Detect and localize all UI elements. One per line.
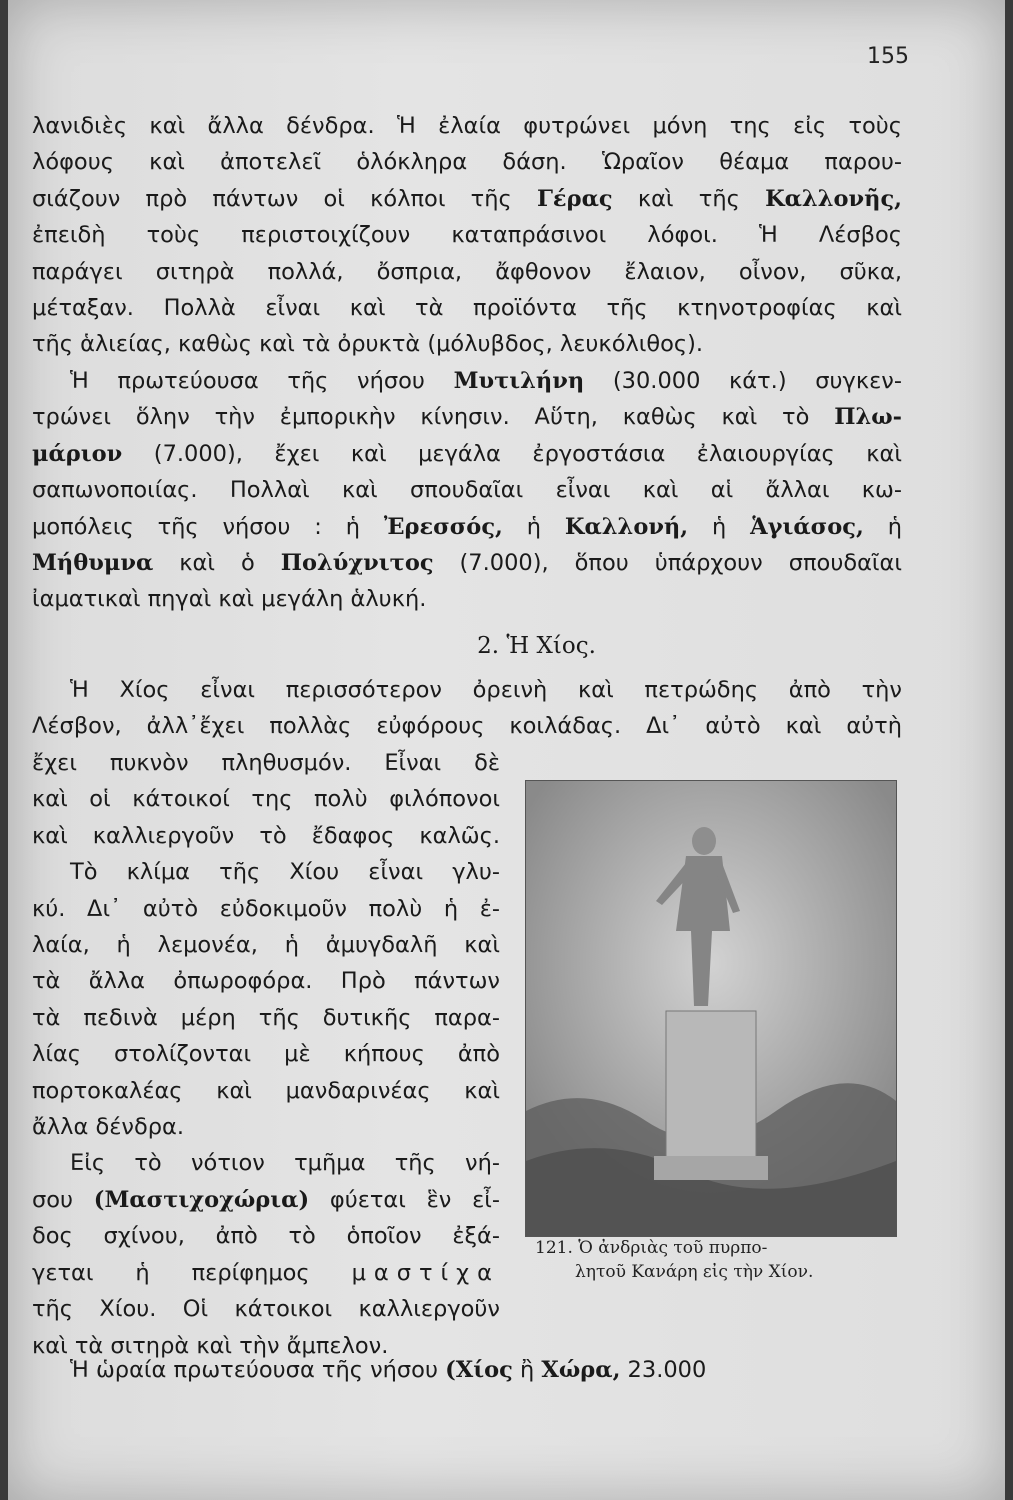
- statue-illustration: [526, 781, 896, 1236]
- text-span: καὶ τῆς: [612, 185, 766, 212]
- text-span: Ἡ ὡραία πρωτεύουσα τῆς νήσου: [70, 1357, 446, 1383]
- text-line: [32, 1352, 902, 1388]
- text-line: [32, 509, 902, 545]
- text-span: (7.000), ὅπου ὑπάρχουν σπουδαῖαι: [433, 550, 902, 577]
- heading-text: 2. Ἡ Χίος.: [477, 633, 596, 659]
- text-span: (7.000), ἔχει καὶ μεγάλα ἐργοστάσια ἐλαιουργίας καὶ: [122, 440, 902, 467]
- figure-caption: [535, 1236, 895, 1284]
- place-name-eressos: Ἐρεσσός,: [383, 513, 503, 540]
- caption-line: λητοῦ Κανάρη εἰς τὴν Χίον.: [575, 1262, 814, 1282]
- text-span: τρώνει ὅλην τὴν ἐμπορικὴν κίνησιν. Αὕτη, καθὼς καὶ τὸ: [32, 404, 835, 431]
- text-line: καὶ οἱ κάτοικοί της πολὺ φιλόπονοι: [32, 786, 500, 813]
- place-name-kalloni: Καλλονῆς,: [765, 185, 902, 212]
- text-line: σαπωνοποιίας. Πολλαὶ καὶ σπουδαῖαι εἶναι καὶ αἱ ἄλλαι κω-: [32, 477, 902, 504]
- lesbos-paragraph: [32, 108, 902, 363]
- text-line: [32, 545, 902, 581]
- text-span: καὶ ὁ: [153, 550, 281, 577]
- text-line: τὰ πεδινὰ μέρη τῆς δυτικῆς παρα-: [32, 1004, 500, 1031]
- caption-line: 121. Ὁ ἀνδριὰς τοῦ πυρπο-: [535, 1238, 768, 1258]
- text-line: λαία, ἡ λεμονέα, ἡ ἀμυγδαλῆ καὶ: [32, 932, 500, 959]
- text-line: τῆς Χίου. Οἱ κάτοικοι καλλιεργοῦν: [32, 1296, 500, 1323]
- chios-intro-paragraph: [32, 672, 902, 745]
- place-name-mastichochoria: (Μαστιχοχώρια): [93, 1186, 310, 1213]
- text-span: 23.000: [620, 1357, 707, 1383]
- place-name-plomarion: Πλω-: [834, 404, 902, 431]
- text-span: σου: [32, 1186, 94, 1213]
- text-line: [32, 1255, 500, 1291]
- spaced-word-mastiha: μαστίχα: [351, 1259, 500, 1286]
- text-line: τῆς ἁλιείας, καθὼς καὶ τὰ ὀρυκτὰ (μόλυβδος, λευκόλιθος).: [32, 331, 704, 358]
- text-line: λίας στολίζονται μὲ κήπους ἀπὸ: [32, 1041, 500, 1068]
- place-name-geras: Γέρας: [536, 185, 613, 212]
- text-line: [32, 363, 902, 399]
- place-name-chora: Χώρα,: [541, 1357, 621, 1383]
- text-line: λανιδιὲς καὶ ἄλλα δένδρα. Ἡ ἐλαία φυτρώνει μόνη της εἰς τοὺς: [32, 113, 902, 139]
- text-line: τὰ ἄλλα ὀπωροφόρα. Πρὸ πάντων: [32, 968, 500, 995]
- text-line: παράγει σιτηρὰ πολλά, ὄσπρια, ἄφθονον ἔλαιον, οἶνον, σῦκα,: [32, 258, 902, 285]
- text-span: μοπόλεις τῆς νήσου : ἡ: [32, 513, 384, 540]
- text-line: Εἰς τὸ νότιον τμῆμα τῆς νή-: [70, 1150, 500, 1177]
- page-number: 155: [867, 44, 909, 69]
- place-name-mithymna: Μήθυμνα: [32, 550, 154, 577]
- text-line: [32, 399, 902, 435]
- text-line: [32, 1182, 500, 1218]
- narrow-column-text: [32, 745, 500, 1364]
- place-name-polichnitos: Πολύχνιτος: [280, 550, 434, 577]
- text-span: ἡ: [502, 513, 565, 540]
- text-span: σιάζουν πρὸ πάντων οἱ κόλποι τῆς: [32, 185, 537, 212]
- text-line: [32, 181, 902, 217]
- text-line: λόφους καὶ ἀποτελεῖ ὁλόκληρα δάση. Ὡραῖον θέαμα παρου-: [32, 149, 902, 176]
- text-span: γεται ἡ περίφημος: [32, 1259, 352, 1286]
- text-line: μέταξαν. Πολλὰ εἶναι καὶ τὰ προϊόντα τῆς κτηνοτροφίας καὶ: [32, 295, 902, 322]
- chios-capital-line: [32, 1352, 902, 1388]
- statue-photograph: [525, 780, 897, 1237]
- place-name-chios: (Χίος: [445, 1357, 513, 1383]
- text-line: Λέσβον, ἀλλ᾽ἔχει πολλὰς εὐφόρους κοιλάδας. Δι᾽ αὐτὸ καὶ αὐτὴ: [32, 713, 902, 740]
- text-span: (30.000 κάτ.) συγκεν-: [584, 368, 902, 394]
- text-line: καὶ καλλιεργοῦν τὸ ἔδαφος καλῶς.: [32, 822, 500, 849]
- text-line: καὶ τὰ σιτηρὰ καὶ τὴν ἄμπελον.: [32, 1332, 389, 1359]
- text-span: Ἡ πρωτεύουσα τῆς νήσου: [70, 368, 454, 394]
- text-span: ἢ: [512, 1357, 542, 1383]
- text-line: δος σχίνου, ἀπὸ τὸ ὁποῖον ἐξά-: [32, 1223, 500, 1250]
- section-heading: [0, 633, 1013, 659]
- text-span: ἡ: [863, 513, 902, 540]
- place-name-mytilene: Μυτιλήνη: [453, 368, 585, 394]
- place-name-plomarion-cont: μάριον: [32, 440, 123, 467]
- text-line: Ἡ Χίος εἶναι περισσότερον ὀρεινὴ καὶ πετρώδης ἀπὸ τὴν: [70, 677, 902, 703]
- text-line: [32, 436, 902, 472]
- place-name-kalloni-2: Καλλονή,: [564, 513, 689, 540]
- text-span: φύεται ἓν εἶ-: [309, 1186, 500, 1213]
- text-line: ἰαματικαὶ πηγαὶ καὶ μεγάλη ἁλυκή.: [32, 586, 427, 613]
- text-line: ἐπειδὴ τοὺς περιστοιχίζουν καταπράσινοι λόφοι. Ἡ Λέσβος: [32, 222, 902, 249]
- text-line: Τὸ κλίμα τῆς Χίου εἶναι γλυ-: [70, 859, 500, 886]
- text-line: κύ. Δι᾽ αὐτὸ εὐδοκιμοῦν πολὺ ἡ ἐ-: [32, 895, 500, 922]
- text-line: ἄλλα δένδρα.: [32, 1114, 184, 1141]
- text-span: ἡ: [688, 513, 751, 540]
- place-name-agiasos: Ἁγιάσος,: [750, 513, 864, 540]
- mytilene-paragraph: [32, 363, 902, 618]
- text-line: πορτοκαλέας καὶ μανδαρινέας καὶ: [32, 1077, 500, 1104]
- text-line: ἔχει πυκνὸν πληθυσμόν. Εἶναι δὲ: [32, 750, 500, 776]
